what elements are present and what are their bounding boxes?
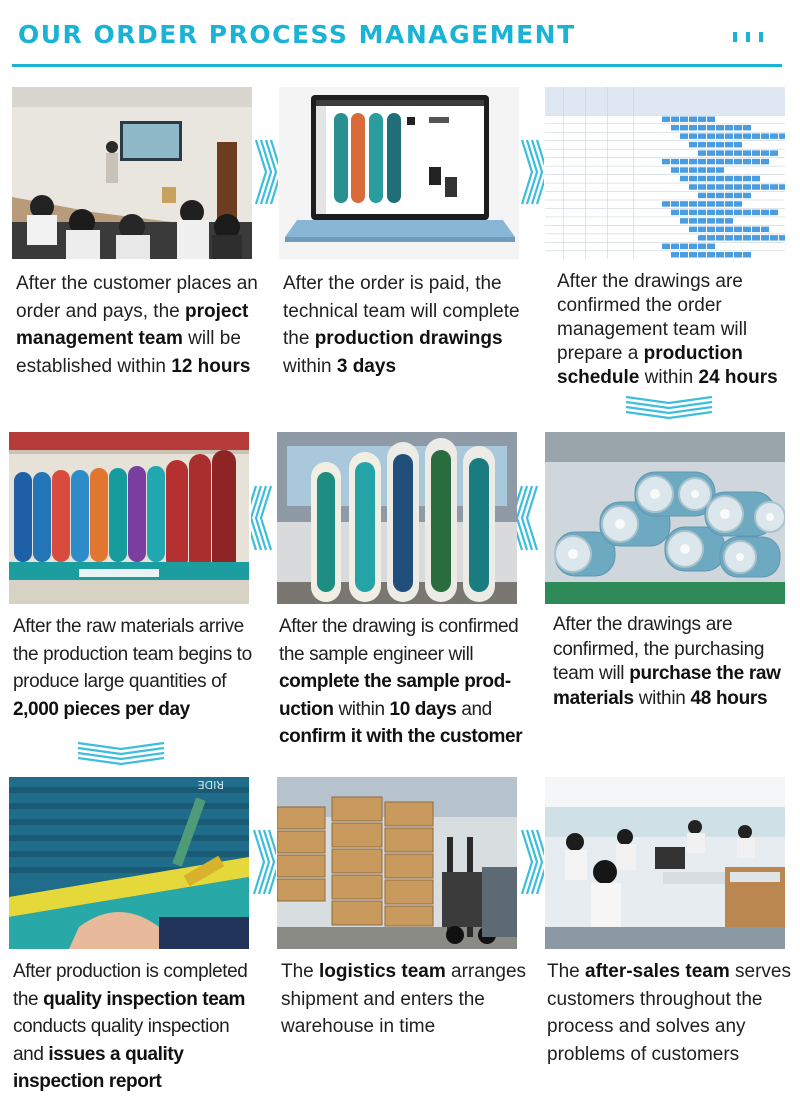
chevron-right-icon <box>520 136 544 208</box>
quality-inspection-photo <box>9 777 249 949</box>
step-6-caption <box>13 613 257 723</box>
schedule-spreadsheet-image <box>545 87 785 259</box>
decorative-ticks <box>733 32 773 42</box>
caption-highlight: quality inspection team <box>43 988 246 1010</box>
meeting-room-photo <box>12 87 252 259</box>
caption-text: After the order is paid, the technical team will complete the <box>283 273 525 349</box>
caption-highlight: 12 hours <box>171 355 251 377</box>
caption-highlight: project management team <box>16 300 249 349</box>
mass-production-boards-photo <box>9 432 249 604</box>
page-header <box>0 0 800 70</box>
caption-text: After production is completed the <box>13 961 253 1010</box>
chevron-left-icon <box>517 482 541 554</box>
caption-highlight: complete the sample prod-uction <box>279 671 511 720</box>
caption-text: arranges shipment and enters the warehouse in time <box>281 961 532 1037</box>
warehouse-logistics-photo <box>277 777 517 949</box>
caption-highlight: issues a quality inspection report <box>13 1043 184 1092</box>
step-5-caption <box>279 613 534 751</box>
caption-text: within <box>333 698 390 720</box>
caption-text: After the drawings are confirmed, the purchasing team will <box>553 614 770 684</box>
chevron-down-icon <box>75 741 167 767</box>
caption-text: serves customers throughout the process and solves any problems of customers <box>547 961 797 1065</box>
laptop-drawings-photo <box>279 87 519 259</box>
page-title: OUR ORDER PROCESS MANAGEMENT <box>18 20 576 49</box>
caption-text: After the drawings are confirmed the order management team will prepare a <box>557 271 753 364</box>
step-1-caption <box>16 270 264 380</box>
step-4-caption <box>553 613 791 711</box>
caption-text: within <box>283 328 508 377</box>
caption-text: conducts quality inspection and <box>13 988 250 1065</box>
step-7-caption <box>13 958 263 1096</box>
caption-highlight: after-sales team <box>585 961 730 982</box>
sample-boards-photo <box>277 432 517 604</box>
chevron-right-icon <box>252 826 276 898</box>
caption-text: The <box>547 961 586 982</box>
caption-text: After the drawing is confirmed the sample engineer will <box>279 616 524 665</box>
caption-highlight: 24 hours <box>698 367 778 388</box>
chevron-down-icon <box>623 395 715 421</box>
header-divider <box>12 64 782 67</box>
after-sales-office-photo <box>545 777 785 949</box>
caption-highlight: 10 days <box>389 698 457 720</box>
caption-text: The <box>281 961 320 982</box>
raw-material-rolls-photo <box>545 432 785 604</box>
chevron-left-icon <box>251 482 275 554</box>
caption-text: After the customer places an order and pays, the <box>16 273 264 322</box>
caption-text: will be established within <box>16 328 247 377</box>
caption-highlight: 48 hours <box>690 687 768 709</box>
chevron-right-icon <box>254 136 278 208</box>
caption-highlight: confirm it with the customer <box>279 726 523 747</box>
caption-highlight: production drawings <box>314 328 503 349</box>
caption-text: and <box>456 698 497 720</box>
step-8-caption <box>281 958 533 1041</box>
step-2-caption <box>283 270 523 380</box>
caption-highlight: logistics team <box>319 961 446 982</box>
caption-highlight: production schedule <box>557 343 743 388</box>
caption-highlight: 2,000 pieces per day <box>13 698 190 720</box>
caption-highlight: 3 days <box>336 355 397 377</box>
step-9-caption <box>547 958 797 1068</box>
caption-text: within <box>639 367 699 388</box>
caption-highlight: purchase the raw materials <box>553 663 781 709</box>
svg-text:RIDE: RIDE <box>197 778 224 791</box>
caption-text: After the raw materials arrive the production team begins to produce large quantities of <box>13 616 257 692</box>
chevron-right-icon <box>520 826 544 898</box>
caption-text: within <box>633 687 691 709</box>
step-3-caption <box>557 270 789 390</box>
